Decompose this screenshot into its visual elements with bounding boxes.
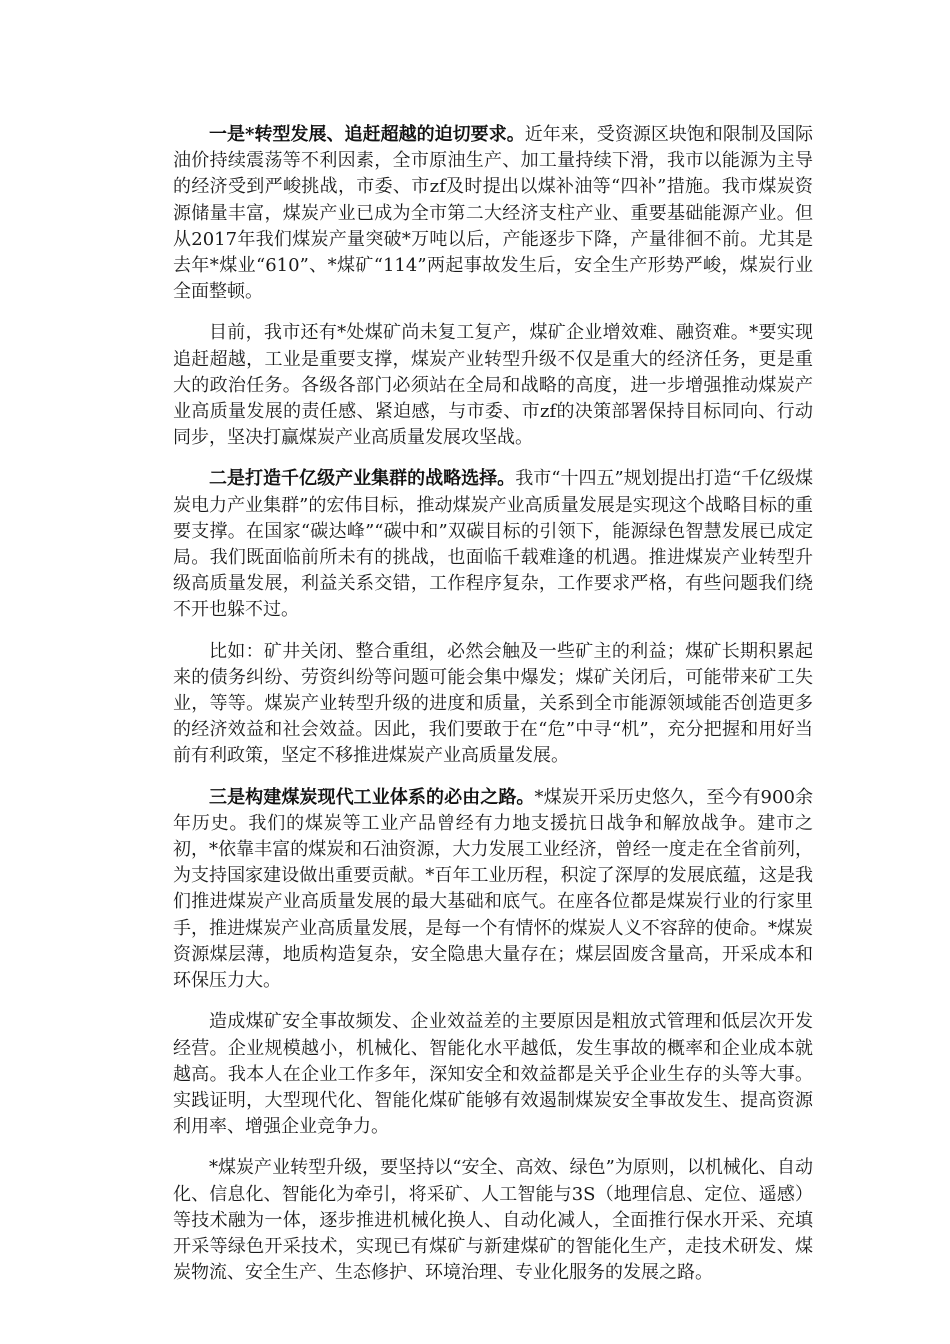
paragraph-3 <box>173 466 813 623</box>
paragraph-7-text: *煤炭产业转型升级，要坚持以“安全、高效、绿色”为原则，以机械化、自动化、信息化、智能化为牵引，将采矿、人工智能与3S（地理信息、定位、遥感）等技术融为一体，逐步推进机械化换人、自动化减人，全面推行保水开采、充填开采等绿色开采技术，实现已有煤矿与新建煤矿的智能化生产，走技术研发、煤炭物流、安全生产、生态修护、环境治理、专业化服务的发展之路。 <box>173 1157 813 1284</box>
paragraph-4 <box>173 639 813 770</box>
paragraph-1-heading: 一是*转型发展、追赶超越的迫切要求。 <box>209 124 525 145</box>
paragraph-2-text: 目前，我市还有*处煤矿尚未复工复产，煤矿企业增效难、融资难。*要实现追赶超越，工业是重要支撑，煤炭产业转型升级不仅是重大的经济任务，更是重大的政治任务。各级各部门必须站在全局和战略的高度，进一步增强推动煤炭产业高质量发展的责任感、紧迫感，与市委、市zf的决策部署保持目标同向、行动同步，坚决打赢煤炭产业高质量发展攻坚战。 <box>173 322 813 449</box>
paragraph-5-heading: 三是构建煤炭现代工业体系的必由之路。 <box>209 786 535 808</box>
paragraph-6 <box>173 1009 813 1140</box>
paragraph-4-text: 比如：矿井关闭、整合重组，必然会触及一些矿主的利益；煤矿长期积累起来的债务纠纷、劳资纠纷等问题可能会集中爆发；煤矿关闭后，可能带来矿工失业，等等。煤炭产业转型升级的进度和质量，关系到全市能源领域能否创造更多的经济效益和社会效益。因此，我们要敢于在“危”中寻“机”，充分把握和用好当前有利政策，坚定不移推进煤炭产业高质量发展。 <box>173 640 813 767</box>
paragraph-3-heading: 二是打造千亿级产业集群的战略选择。 <box>209 468 516 490</box>
paragraph-1 <box>173 122 813 305</box>
paragraph-2 <box>173 320 813 451</box>
document-body <box>173 122 813 1301</box>
paragraph-1-text: 近年来，受资源区块饱和限制及国际油价持续震荡等不利因素，全市原油生产、加工量持续下滑，我市以能源为主导的经济受到严峻挑战，市委、市zf及时提出以煤补油等“四补”措施。我市煤炭资源储量丰富，煤炭产业已成为全市第二大经济支柱产业、重要基础能源产业。但从2017年我们煤炭产量突破*万吨以后，产能逐步下降，产量徘徊不前。尤其是去年*煤业“610”、*煤矿“114”两起事故发生后，安全生产形势严峻，煤炭行业全面整顿。 <box>173 124 813 303</box>
paragraph-5 <box>173 785 813 995</box>
paragraph-6-text: 造成煤矿安全事故频发、企业效益差的主要原因是粗放式管理和低层次开发经营。企业规模越小，机械化、智能化水平越低，发生事故的概率和企业成本就越高。我本人在企业工作多年，深知安全和效益都是关乎企业生存的头等大事。实践证明，大型现代化、智能化煤矿能够有效遏制煤炭安全事故发生、提高资源利用率、增强企业竞争力。 <box>173 1011 813 1138</box>
paragraph-7 <box>173 1155 813 1286</box>
paragraph-3-text: 我市“十四五”规划提出打造“千亿级煤炭电力产业集群”的宏伟目标，推动煤炭产业高质量发展是实现这个战略目标的重要支撑。在国家“碳达峰”“碳中和”双碳目标的引领下，能源绿色智慧发展已成定局。我们既面临前所未有的挑战，也面临千载难逢的机遇。推进煤炭产业转型升级高质量发展，利益关系交错，工作程序复杂，工作要求严格，有些问题我们绕不开也躲不过。 <box>173 468 814 621</box>
paragraph-5-text: *煤炭开采历史悠久，至今有900余年历史。我们的煤炭等工业产品曾经有力地支援抗日战争和解放战争。建市之初，*依靠丰富的煤炭和石油资源，大力发展工业经济，曾经一度走在全省前列，为支持国家建设做出重要贡献。*百年工业历程，积淀了深厚的发展底蕴，这是我们推进煤炭产业高质量发展的最大基础和底气。在座各位都是煤炭行业的行家里手，推进煤炭产业高质量发展，是每一个有情怀的煤炭人义不容辞的使命。*煤炭资源煤层薄，地质构造复杂，安全隐患大量存在；煤层固废含量高，开采成本和环保压力大。 <box>173 786 813 992</box>
